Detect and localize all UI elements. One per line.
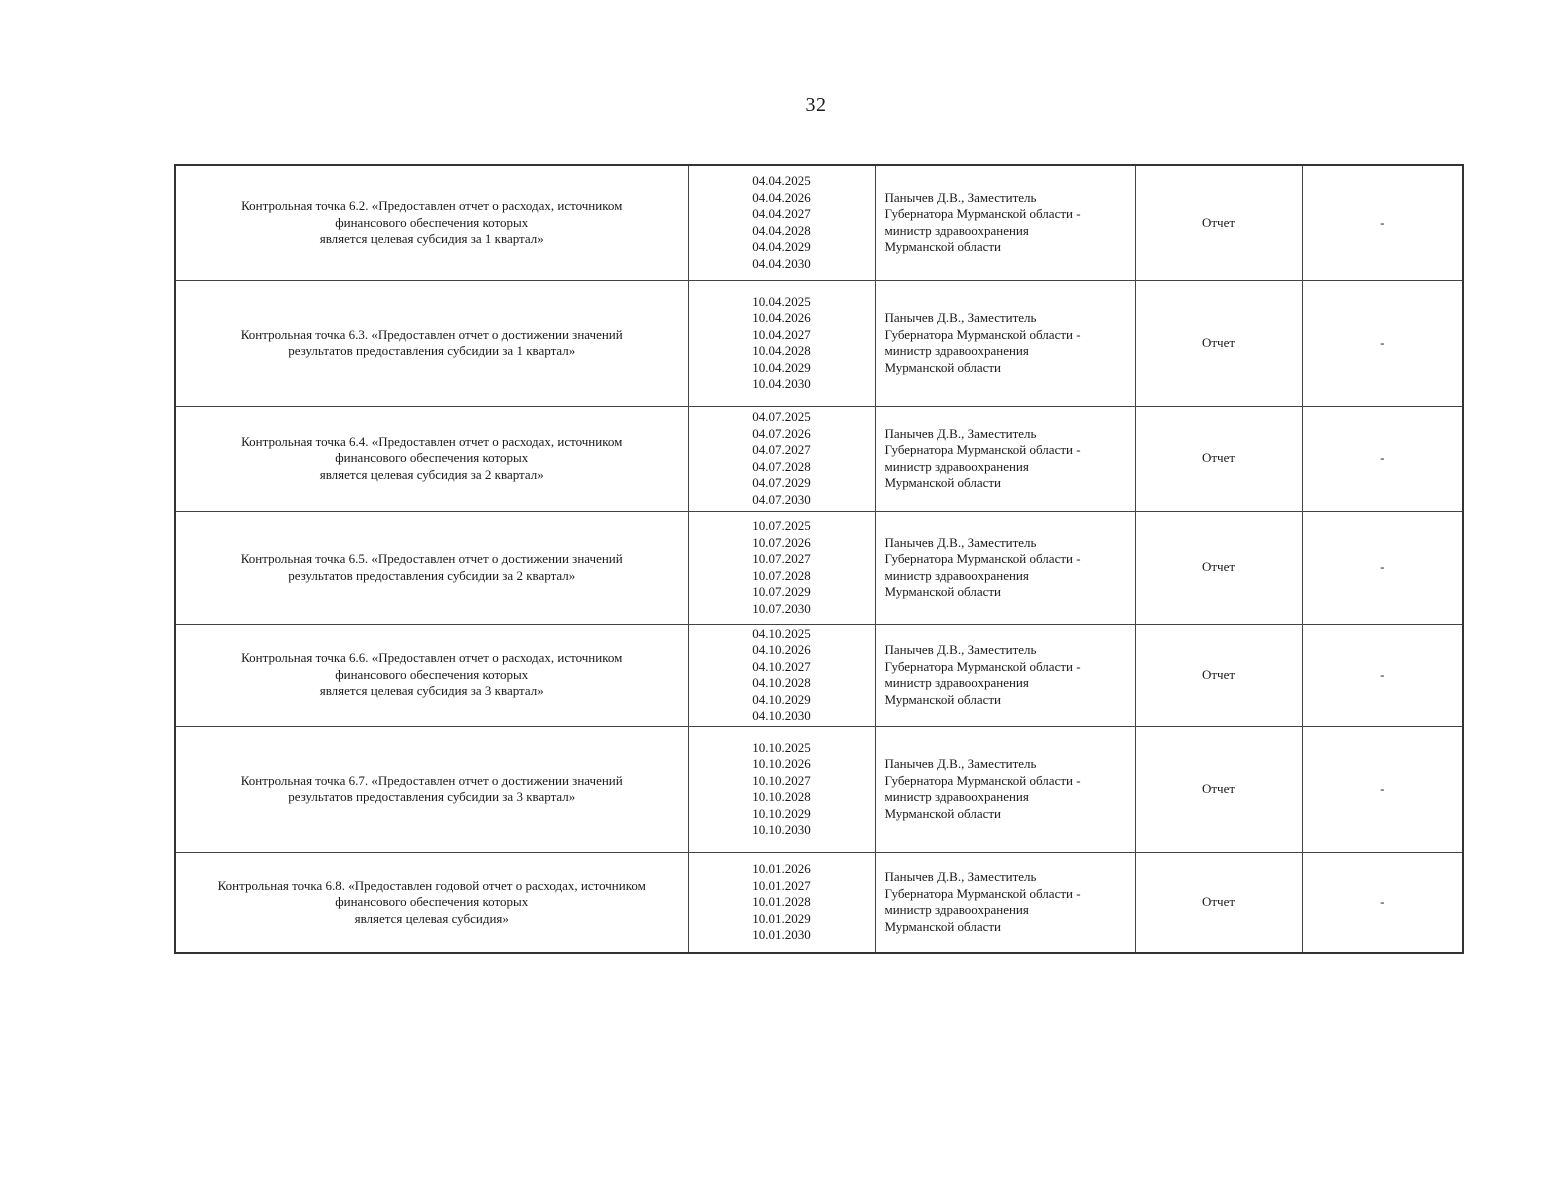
responsible-line: Губернатора Мурманской области - — [884, 885, 1081, 901]
date-value: 10.07.2026 — [752, 534, 811, 550]
description-line: результатов предоставления субсидии за 3 квартал» — [288, 789, 576, 804]
responsible-person — [875, 406, 1135, 511]
description-line: финансового обеспечения которых — [335, 450, 529, 466]
date-value: 10.10.2029 — [752, 805, 811, 821]
description-line: является целевая субсидия за 2 квартал» — [319, 466, 544, 482]
date-value: 04.07.2026 — [752, 425, 811, 441]
note-cell: - — [1302, 511, 1463, 624]
date-value: 10.07.2028 — [752, 567, 811, 583]
note-cell: - — [1302, 726, 1463, 852]
responsible-line: министр здравоохранения — [884, 222, 1029, 238]
date-value: 04.07.2025 — [752, 409, 811, 424]
document-type: Отчет — [1135, 726, 1302, 852]
table-row — [175, 280, 1463, 406]
responsible-line: Панычев Д.В., Заместитель — [884, 869, 1037, 885]
date-value: 10.04.2026 — [752, 310, 811, 325]
control-point-description — [175, 726, 688, 852]
date-value: 10.10.2026 — [752, 756, 811, 771]
description-line: Контрольная точка 6.8. «Предоставлен годовой отчет о расходах, источником — [217, 877, 646, 893]
document-type: Отчет — [1135, 624, 1302, 726]
date-value: 04.07.2030 — [752, 491, 811, 507]
responsible-line: Панычев Д.В., Заместитель — [884, 310, 1037, 325]
responsible-line: Губернатора Мурманской области - — [884, 326, 1081, 342]
responsible-line: министр здравоохранения — [884, 675, 1029, 690]
description-line: финансового обеспечения которых — [335, 666, 529, 682]
date-value: 10.01.2028 — [752, 894, 811, 909]
date-value: 04.10.2030 — [752, 708, 811, 723]
note-cell: - — [1302, 280, 1463, 406]
responsible-line: Панычев Д.В., Заместитель — [884, 189, 1037, 205]
description-line: Контрольная точка 6.7. «Предоставлен отчет о достижении значений — [240, 772, 623, 788]
responsible-line: министр здравоохранения — [884, 458, 1029, 474]
responsible-line: Мурманской области — [884, 691, 1001, 707]
date-value: 10.01.2027 — [752, 877, 811, 893]
control-point-dates — [688, 726, 875, 852]
responsible-line: Панычев Д.В., Заместитель — [884, 425, 1037, 441]
responsible-line: Мурманской области — [884, 805, 1001, 821]
responsible-line: Губернатора Мурманской области - — [884, 658, 1081, 674]
responsible-line: Мурманской области — [884, 475, 1001, 490]
table-row — [175, 852, 1463, 953]
date-value: 10.10.2025 — [752, 739, 811, 755]
table-row — [175, 406, 1463, 511]
description-line: является целевая субсидия» — [354, 910, 509, 926]
note-cell: - — [1302, 406, 1463, 511]
date-value: 04.04.2025 — [752, 173, 811, 189]
description-line: является целевая субсидия за 3 квартал» — [319, 683, 544, 699]
description-line: Контрольная точка 6.4. «Предоставлен отчет о расходах, источником — [241, 433, 623, 449]
responsible-line: Мурманской области — [884, 584, 1001, 599]
responsible-line: Панычев Д.В., Заместитель — [884, 642, 1037, 657]
date-value: 04.07.2028 — [752, 458, 811, 474]
date-value: 10.01.2026 — [752, 861, 811, 876]
date-value: 10.04.2030 — [752, 376, 811, 391]
page-number: 32 — [805, 94, 827, 116]
description-line: Контрольная точка 6.3. «Предоставлен отчет о достижении значений — [240, 326, 623, 342]
responsible-line: министр здравоохранения — [884, 789, 1029, 804]
responsible-line: Мурманской области — [884, 359, 1001, 375]
note-cell: - — [1302, 852, 1463, 953]
date-value: 04.04.2026 — [752, 189, 811, 205]
date-value: 10.10.2028 — [752, 789, 811, 804]
date-value: 04.10.2026 — [752, 642, 811, 657]
control-point-description — [175, 406, 688, 511]
table-row — [175, 624, 1463, 726]
control-point-dates — [688, 852, 875, 953]
responsible-person — [875, 726, 1135, 852]
control-point-dates — [688, 511, 875, 624]
description-line: Контрольная точка 6.5. «Предоставлен отчет о достижении значений — [240, 551, 623, 566]
description-line: Контрольная точка 6.2. «Предоставлен отчет о расходах, источником — [241, 198, 623, 213]
responsible-line: министр здравоохранения — [884, 567, 1029, 583]
date-value: 04.07.2029 — [752, 475, 811, 490]
date-value: 04.04.2029 — [752, 239, 811, 255]
date-value: 10.07.2027 — [752, 551, 811, 566]
responsible-person — [875, 165, 1135, 280]
date-value: 04.10.2027 — [752, 658, 811, 674]
description-line: финансового обеспечения которых — [335, 214, 529, 230]
date-value: 10.10.2030 — [752, 822, 811, 837]
responsible-person — [875, 852, 1135, 953]
responsible-line: Мурманской области — [884, 918, 1001, 934]
table-row — [175, 511, 1463, 624]
date-value: 10.04.2025 — [752, 293, 811, 309]
date-value: 04.10.2028 — [752, 675, 811, 690]
responsible-person — [875, 280, 1135, 406]
description-line: результатов предоставления субсидии за 2 квартал» — [288, 567, 576, 583]
control-points-table — [174, 164, 1464, 954]
document-type: Отчет — [1135, 406, 1302, 511]
document-type: Отчет — [1135, 852, 1302, 953]
date-value: 10.07.2029 — [752, 584, 811, 599]
responsible-line: Губернатора Мурманской области - — [884, 551, 1081, 566]
control-point-description — [175, 165, 688, 280]
description-line: является целевая субсидия за 1 квартал» — [319, 231, 544, 246]
document-type: Отчет — [1135, 511, 1302, 624]
document-type: Отчет — [1135, 280, 1302, 406]
date-value: 04.04.2028 — [752, 222, 811, 238]
responsible-person — [875, 511, 1135, 624]
responsible-line: Губернатора Мурманской области - — [884, 442, 1081, 457]
control-point-dates — [688, 624, 875, 726]
note-cell: - — [1302, 165, 1463, 280]
control-point-description — [175, 280, 688, 406]
date-value: 04.10.2029 — [752, 691, 811, 707]
responsible-line: Губернатора Мурманской области - — [884, 206, 1081, 222]
responsible-line: министр здравоохранения — [884, 343, 1029, 358]
responsible-line: Панычев Д.В., Заместитель — [884, 756, 1037, 771]
date-value: 10.01.2030 — [752, 927, 811, 942]
responsible-line: Панычев Д.В., Заместитель — [884, 534, 1037, 550]
control-point-dates — [688, 280, 875, 406]
control-point-dates — [688, 165, 875, 280]
date-value: 10.01.2029 — [752, 910, 811, 926]
description-line: Контрольная точка 6.6. «Предоставлен отчет о расходах, источником — [241, 650, 623, 666]
responsible-person — [875, 624, 1135, 726]
table-row — [175, 726, 1463, 852]
table-row — [175, 165, 1463, 280]
note-cell: - — [1302, 624, 1463, 726]
date-value: 04.04.2030 — [752, 255, 811, 271]
date-value: 10.07.2025 — [752, 518, 811, 533]
date-value: 10.07.2030 — [752, 600, 811, 616]
responsible-line: Мурманской области — [884, 239, 1001, 255]
table-body — [175, 165, 1463, 953]
date-value: 04.04.2027 — [752, 206, 811, 222]
description-line: результатов предоставления субсидии за 1 квартал» — [288, 343, 576, 358]
responsible-line: министр здравоохранения — [884, 902, 1029, 918]
date-value: 10.04.2028 — [752, 343, 811, 358]
date-value: 04.10.2025 — [752, 625, 811, 641]
date-value: 04.07.2027 — [752, 442, 811, 457]
date-value: 10.04.2029 — [752, 359, 811, 375]
control-point-description — [175, 511, 688, 624]
description-line: финансового обеспечения которых — [335, 894, 529, 909]
document-type: Отчет — [1135, 165, 1302, 280]
control-point-description — [175, 852, 688, 953]
responsible-line: Губернатора Мурманской области - — [884, 772, 1081, 788]
control-point-dates — [688, 406, 875, 511]
date-value: 10.10.2027 — [752, 772, 811, 788]
date-value: 10.04.2027 — [752, 326, 811, 342]
control-point-description — [175, 624, 688, 726]
